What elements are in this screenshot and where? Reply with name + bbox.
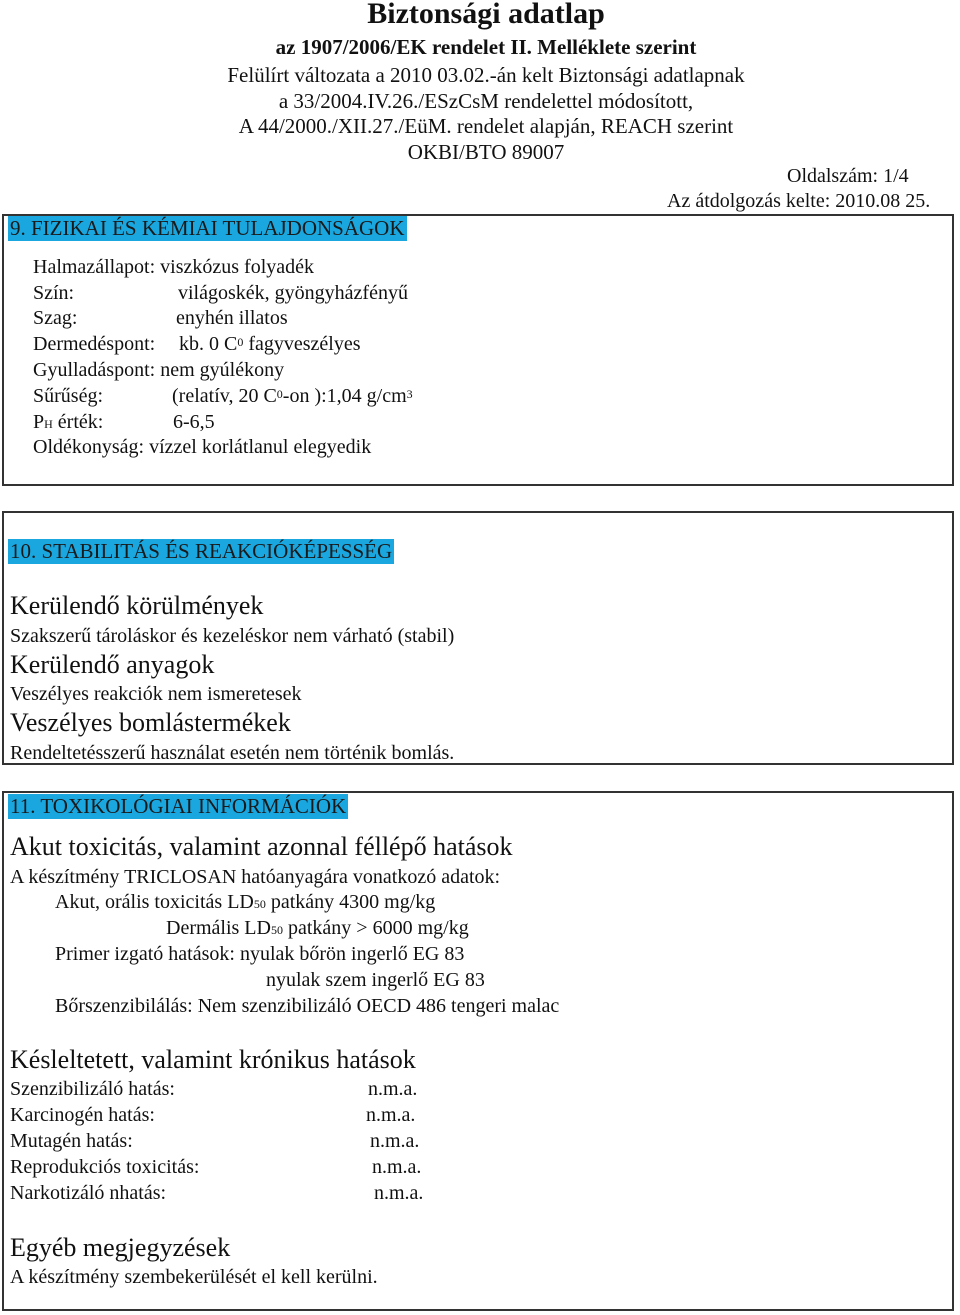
document-title: Biztonsági adatlap [367,0,605,30]
header-line-3: A 44/2000./XII.27./EüM. rendelet alapján, REACH szerint [238,114,734,138]
acute-intro: A készítmény TRICLOSAN hatóanyagára vonatkozó adatok: [10,866,501,888]
dermal-subscript: 50 [270,923,283,937]
materials-title: Kerülendő anyagok [10,650,215,679]
odor-label: Szag: [33,307,78,329]
materials-text: Veszélyes reakciók nem ismeretesek [10,683,302,705]
section-11-heading: 11. TOXIKOLÓGIAI INFORMÁCIÓK [10,794,347,818]
flash-point-line: Gyulladáspont: nem gyúlékony [33,359,285,381]
chronic-item [10,1103,416,1127]
density-label: Sűrűség: [33,385,103,407]
solubility-line: Oldékonyság: vízzel korlátlanul elegyedik [33,436,372,458]
other-text: A készítmény szembekerülését el kell kerülni. [10,1266,378,1288]
chronic-item [10,1129,420,1153]
oral-value: patkány 4300 mg/kg [265,891,436,913]
chronic-item [10,1181,424,1205]
chronic-item-label: Narkotizáló nhatás: [10,1182,167,1204]
other-title: Egyéb megjegyzések [10,1233,231,1262]
oral-toxicity [55,890,435,914]
chronic-item-label: Szenzibilizáló hatás: [10,1078,175,1100]
freeze-degree: 0 [237,335,244,349]
chronic-item-label: Mutagén hatás: [10,1130,133,1152]
header-line-1: Felülírt változata a 2010 03.02.-án kelt Biztonsági adatlapnak [227,63,745,87]
density-value [172,384,413,408]
header-line-4: OKBI/BTO 89007 [407,140,565,164]
chronic-item [10,1155,422,1179]
freeze-value-text: kb. 0 C [179,333,238,355]
odor-value: enyhén illatos [176,307,288,329]
color-value: világoskék, gyöngyházfényű [178,282,408,304]
page-number: Oldalszám: 1/4 [787,165,909,187]
color-label: Szín: [33,282,75,304]
dermal-value: patkány > 6000 mg/kg [282,917,469,939]
dermal-toxicity [166,916,469,940]
oral-text: Akut, orális toxicitás LD [55,891,254,913]
ph-row [33,410,215,434]
revision-date: Az átdolgozás kelte: 2010.08 25. [667,190,931,212]
regulation-subtitle: az 1907/2006/EK rendelet II. Melléklete szerint [275,35,697,59]
chronic-title: Késleltetett, valamint krónikus hatások [10,1045,416,1074]
chronic-item-value: n.m.a. [366,1104,416,1126]
state-line: Halmazállapot: viszkózus folyadék [33,256,315,278]
freeze-label: Dermedéspont: [33,333,156,355]
section-9-heading: 9. FIZIKAI ÉS KÉMIAI TULAJDONSÁGOK [10,216,405,240]
density-cubic: 3 [406,387,413,401]
density-unit: -on ):1,04 g/cm [282,385,407,407]
conditions-title: Kerülendő körülmények [10,591,264,620]
irritation-eye: nyulak szem ingerlő EG 83 [266,969,485,991]
freeze-row [33,332,361,356]
freeze-note: fagyveszélyes [243,333,361,355]
color-row [33,281,408,305]
conditions-text: Szakszerű tároláskor és kezeléskor nem várható (stabil) [10,625,455,647]
chronic-item [10,1077,418,1101]
odor-row [33,306,288,330]
dermal-text: Dermális LD [166,917,271,939]
freeze-value [179,332,361,356]
header-line-2: a 33/2004.IV.26./ESzCsM rendelettel módosított, [278,89,694,113]
chronic-item-value: n.m.a. [374,1182,424,1204]
density-row [33,384,413,408]
ph-value: 6-6,5 [173,411,215,433]
density-degree: 0 [276,387,283,401]
ph-p: P [33,411,45,433]
acute-title: Akut toxicitás, valamint azonnal féllépő hatások [10,832,513,861]
chronic-item-label: Reprodukciós toxicitás: [10,1156,200,1178]
sensitization-line: Bőrszenzibilálás: Nem szenzibilizáló OECD 486 tengeri malac [55,995,560,1017]
section-10-heading: 10. STABILITÁS ÉS REAKCIÓKÉPESSÉG [10,539,393,563]
oral-subscript: 50 [253,897,266,911]
chronic-item-value: n.m.a. [372,1156,422,1178]
ph-label: érték: [52,411,104,433]
density-text: (relatív, 20 C [172,385,277,407]
ph-subscript: H [44,417,53,431]
decomposition-title: Veszélyes bomlástermékek [10,708,291,737]
chronic-item-label: Karcinogén hatás: [10,1104,155,1126]
irritation-skin: Primer izgató hatások: nyulak bőrön ingerlő EG 83 [55,943,465,965]
decomposition-text: Rendeltetésszerű használat esetén nem történik bomlás. [10,742,455,764]
chronic-item-value: n.m.a. [370,1130,420,1152]
chronic-item-value: n.m.a. [368,1078,418,1100]
